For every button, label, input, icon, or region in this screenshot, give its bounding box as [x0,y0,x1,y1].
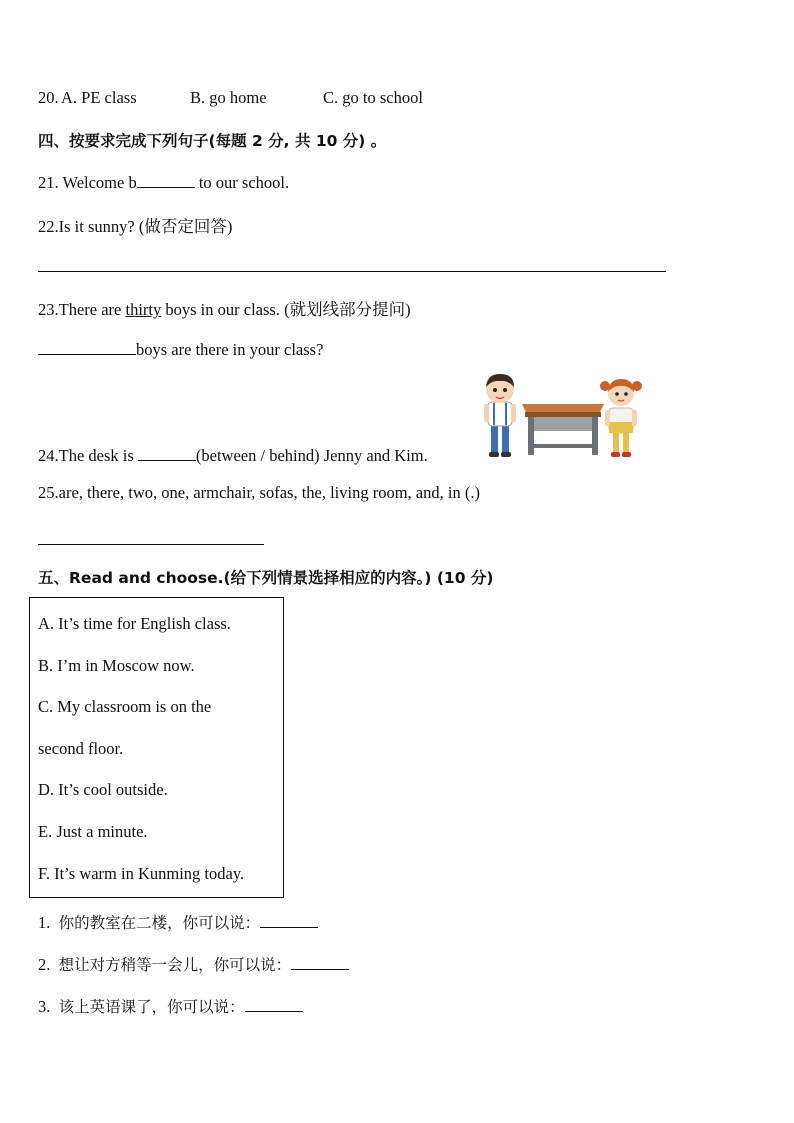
q25-answer-line[interactable] [38,544,264,545]
q24 [38,444,428,466]
situation-1-number: 1. [38,913,51,932]
option-c-continued: second floor. [38,739,124,758]
situation-3 [38,995,303,1017]
situation-1-blank[interactable] [260,911,318,928]
q21-blank[interactable] [137,171,195,188]
option-b: B. I’m in Moscow now. [38,656,195,675]
situation-2-number: 2. [38,955,51,974]
q23-answer [38,338,323,360]
option-e: E. Just a minute. [38,822,148,841]
q23-prefix: 23.There are [38,300,126,319]
q23-underlined-word: thirty [125,300,162,319]
q20-option-c: C. go to school [323,88,423,107]
q23-answer-suffix: boys are there in your class? [136,340,324,359]
q24-blank[interactable] [138,444,196,461]
situation-3-text: 该上英语课了，你可以说： [58,998,245,1016]
situation-3-blank[interactable] [245,995,303,1012]
q25: 25.are, there, two, one, armchair, sofas, the, living room, and, in (.) [38,483,480,502]
section-5-heading-label: 五、Read and choose. [38,569,224,587]
situation-2 [38,953,349,975]
q20-row [38,88,59,108]
option-d: D. It’s cool outside. [38,780,168,799]
section-4-heading: 四、按要求完成下列句子(每题 2 分, 共 10 分) 。 [38,132,387,150]
q24-suffix: (between / behind) Jenny and Kim. [195,446,428,465]
section-5-heading-instructions: (给下列情景选择相应的内容。) (10 分) [223,569,494,587]
q21-prefix: 21. Welcome b [38,173,137,192]
section-5-heading [38,566,493,588]
options-box [29,597,284,898]
q23 [38,296,411,320]
q22-answer-line[interactable] [38,271,666,272]
q23-blank[interactable] [38,338,136,355]
situation-1 [38,911,318,933]
q24-prefix: 24.The desk is [38,446,138,465]
situation-3-number: 3. [38,997,51,1016]
girl-figure [600,379,642,457]
q23-suffix: boys in our class. (就划线部分提问) [161,300,411,319]
situation-1-text: 你的教室在二楼，你可以说： [58,914,261,932]
situation-2-blank[interactable] [291,953,349,970]
q21-suffix: to our school. [198,173,290,192]
q20-option-a: A. PE class [61,88,137,107]
option-c: C. My classroom is on the [38,697,212,716]
q22: 22.Is it sunny? (做否定回答) [38,217,233,236]
q20-number: 20. [38,88,59,107]
boy-desk-girl-illustration [478,372,650,462]
q20-option-b: B. go home [190,88,267,107]
q21 [38,171,289,193]
situation-2-text: 想让对方稍等一会儿，你可以说： [58,956,292,974]
option-a: A. It’s time for English class. [38,614,231,633]
boy-figure [484,374,516,457]
option-f: F. It’s warm in Kunming today. [38,864,245,883]
desk-figure [522,404,604,455]
